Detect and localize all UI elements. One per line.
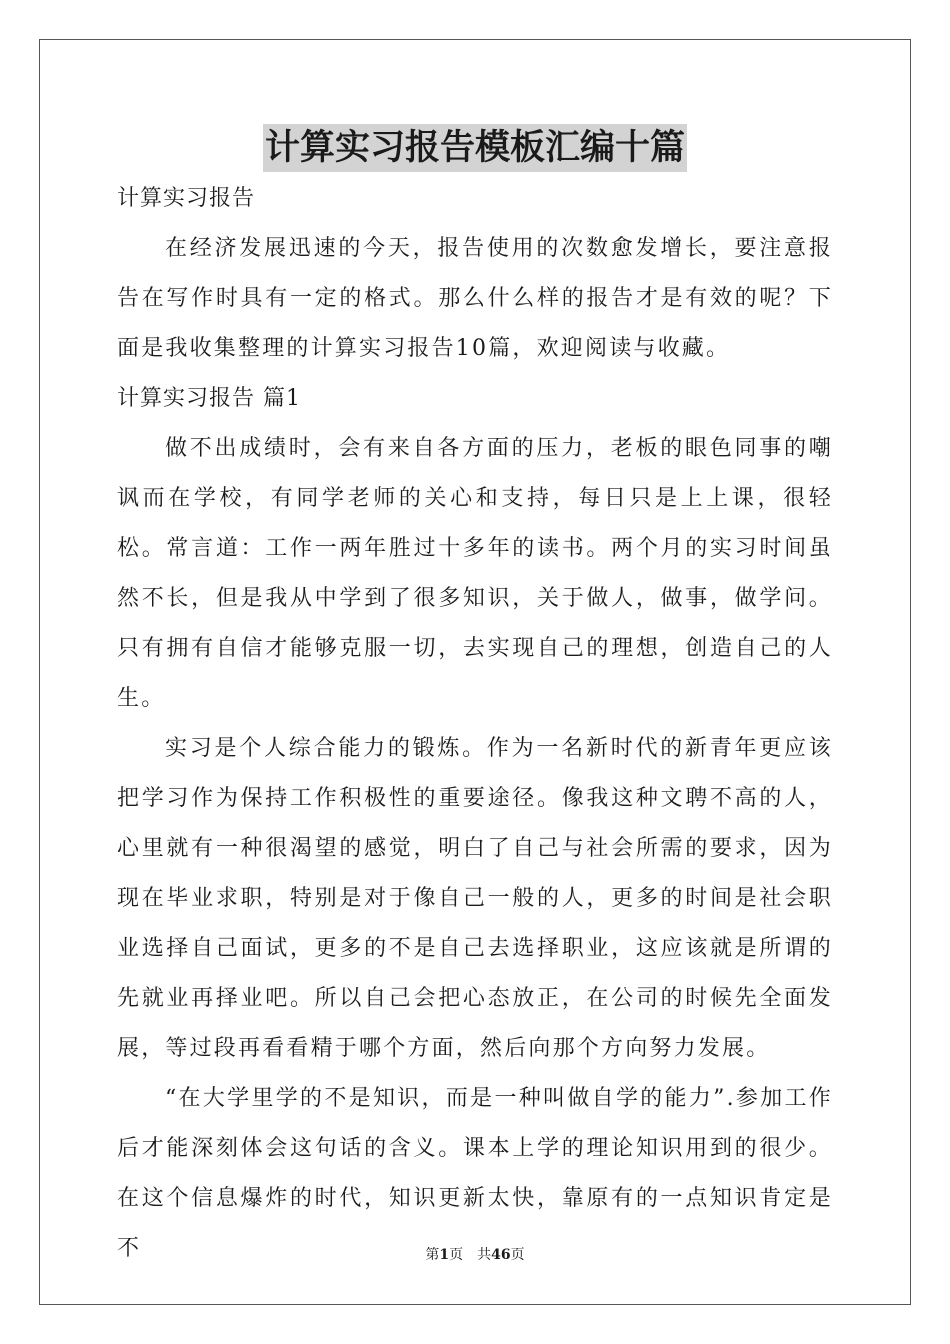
body-paragraph: “在大学里学的不是知识，而是一种叫做自学的能力”.参加工作后才能深刻体会这句话的含义。课本上学的理论知识用到的很少。在这个信息爆炸的时代，知识更新太快，靠原有的一点知识肯定是不 <box>117 1086 833 1261</box>
footer-prefix: 第 <box>425 1247 440 1263</box>
body-paragraph: 做不出成绩时，会有来自各方面的压力，老板的眼色同事的嘲讽而在学校，有同学老师的关心和支持，每日只是上上课，很轻松。常言道：工作一两年胜过十多年的读书。两个月的实习时间虽然不长，但是我从中学到了很多知识，关于做人，做事，做学问。只有拥有自信才能够克服一切，去实现自己的理想，创造自己的人生。 <box>117 436 833 711</box>
current-page-number: 1 <box>439 1247 450 1263</box>
footer-mid: 页 共 <box>449 1247 492 1263</box>
document-title: 计算实习报告模板汇编十篇 <box>263 124 687 172</box>
intro-paragraph: 在经济发展迅速的今天，报告使用的次数愈发增长，要注意报告在写作时具有一定的格式。那么什么样的报告才是有效的呢？下面是我收集整理的计算实习报告10篇，欢迎阅读与收藏。 <box>117 236 833 361</box>
footer-suffix: 页 <box>510 1247 525 1263</box>
document-body <box>117 174 833 1274</box>
page-footer <box>0 1244 950 1264</box>
title-container <box>0 124 950 172</box>
section-heading: 计算实习报告 篇1 <box>117 386 301 411</box>
total-pages-number: 46 <box>491 1247 511 1263</box>
body-paragraph: 实习是个人综合能力的锻炼。作为一名新时代的新青年更应该把学习作为保持工作积极性的重要途径。像我这种文聘不高的人，心里就有一种很渴望的感觉，明白了自己与社会所需的要求，因为现在毕业求职，特别是对于像自己一般的人，更多的时间是社会职业选择自己面试，更多的不是自己去选择职业，这应该就是所谓的先就业再择业吧。所以自己会把心态放正，在公司的时候先全面发展，等过段再看看精于哪个方面，然后向那个方向努力发展。 <box>117 736 833 1061</box>
document-subtitle: 计算实习报告 <box>117 186 256 211</box>
